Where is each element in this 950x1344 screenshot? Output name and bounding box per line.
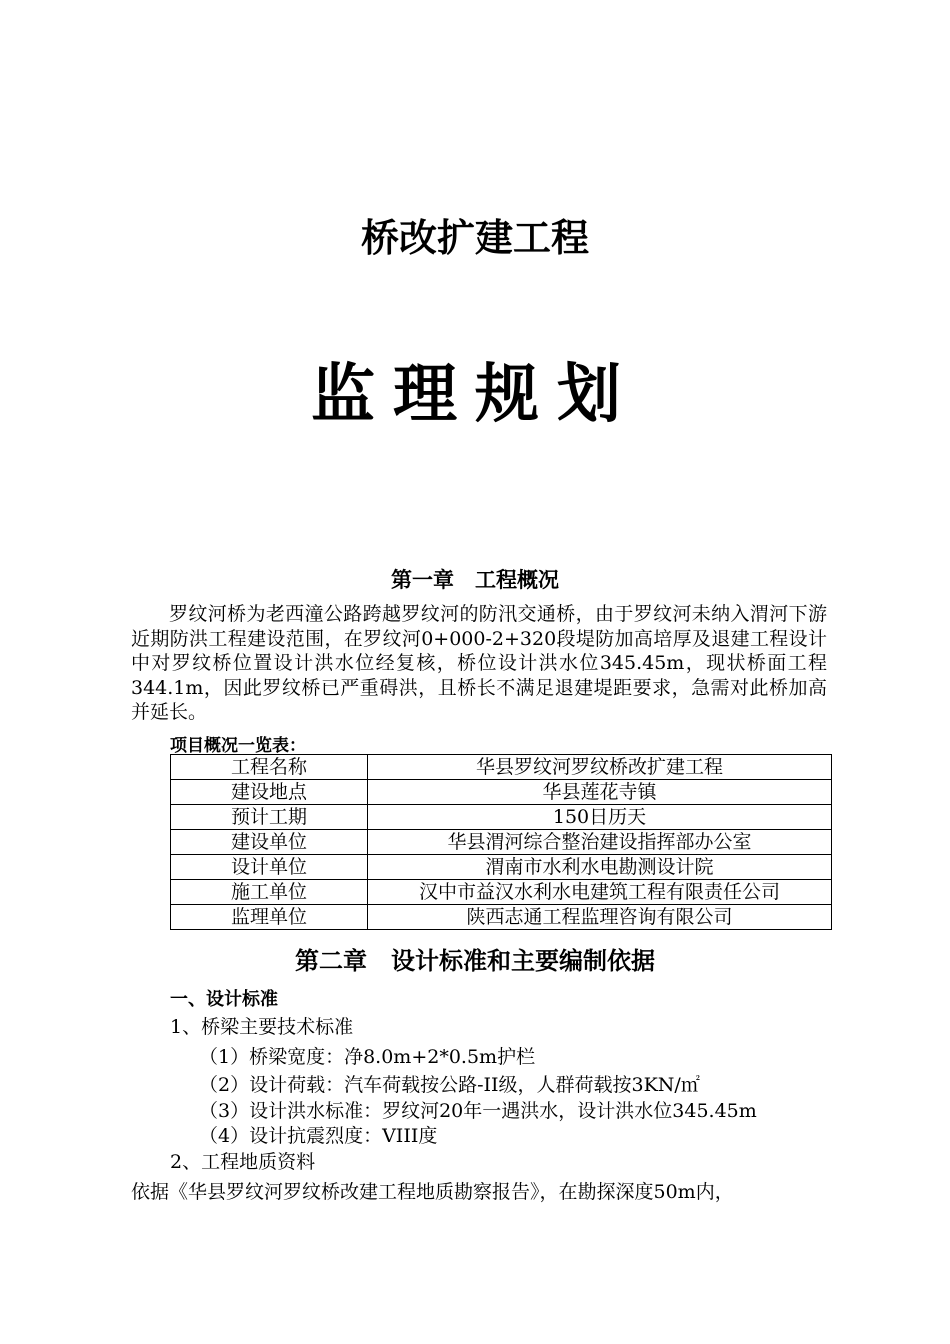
- spec-line: （1）桥梁宽度：净8.0m+2*0.5m护栏: [199, 1046, 536, 1068]
- table-key: 施工单位: [171, 880, 368, 905]
- table-key: 监理单位: [171, 905, 368, 930]
- spec-line: （2）设计荷载：汽车荷载按公路-II级，人群荷载按3KN/㎡: [199, 1074, 700, 1096]
- item-heading: 2、工程地质资料: [170, 1151, 316, 1173]
- chapter1-heading: 第一章 工程概况: [391, 568, 559, 592]
- table-value: 华县莲花寺镇: [368, 780, 832, 805]
- table-row: [171, 905, 832, 930]
- table-value: 150日历天: [368, 805, 832, 830]
- table-key: 工程名称: [171, 755, 368, 780]
- table-row: [171, 780, 832, 805]
- table-title: 项目概况一览表：: [170, 736, 306, 756]
- table-value: 华县罗纹河罗纹桥改扩建工程: [368, 755, 832, 780]
- item-heading: 1、桥梁主要技术标准: [170, 1016, 354, 1038]
- table-value: 华县渭河综合整治建设指挥部办公室: [368, 830, 832, 855]
- table-key: 建设单位: [171, 830, 368, 855]
- document-subtitle: 监理规划: [311, 358, 639, 432]
- table-value: 汉中市益汉水利水电建筑工程有限责任公司: [368, 880, 832, 905]
- table-key: 建设地点: [171, 780, 368, 805]
- chapter1-paragraph: 罗纹河桥为老西潼公路跨越罗纹河的防汛交通桥，由于罗纹河未纳入渭河下游近期防洪工程建设范围，在罗纹河0+000-2+320段堤防加高培厚及退建工程设计中对罗纹桥位置设计洪水位经复核，桥位设计洪水位345.45m，现状桥面工程344.1m，因此罗纹桥已严重碍洪，且桥长不满足退建堤距要求，急需对此桥加高并延长。: [131, 603, 827, 724]
- table-key: 设计单位: [171, 855, 368, 880]
- table-row: [171, 805, 832, 830]
- spec-line: （3）设计洪水标准：罗纹河20年一遇洪水，设计洪水位345.45m: [199, 1100, 757, 1122]
- table-row: [171, 880, 832, 905]
- document-title: 桥改扩建工程: [360, 216, 589, 260]
- table-value: 渭南市水利水电勘测设计院: [368, 855, 832, 880]
- table-row: [171, 755, 832, 780]
- section-heading: 一、设计标准: [170, 989, 278, 1010]
- chapter2-heading: 第二章 设计标准和主要编制依据: [295, 947, 655, 975]
- table-row: [171, 855, 832, 880]
- spec-line: （4）设计抗震烈度：VIII度: [199, 1125, 438, 1147]
- project-overview-table: [170, 754, 832, 930]
- table-row: [171, 830, 832, 855]
- body-text-line: 依据《华县罗纹河罗纹桥改建工程地质勘察报告》，在勘探深度50m内，: [131, 1181, 734, 1203]
- table-value: 陕西志通工程监理咨询有限公司: [368, 905, 832, 930]
- table-key: 预计工期: [171, 805, 368, 830]
